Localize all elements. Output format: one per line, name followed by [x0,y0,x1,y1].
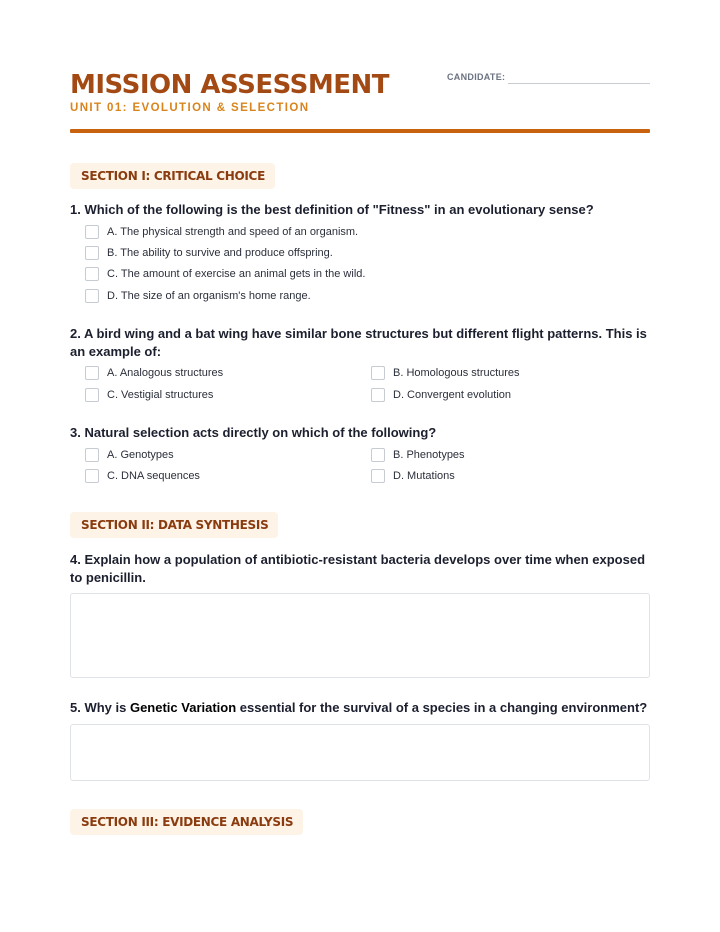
option-label: D. The size of an organism's home range. [107,290,311,302]
checkbox[interactable] [85,388,99,402]
section-heading-evidence-analysis: SECTION III: EVIDENCE ANALYSIS [70,809,303,835]
checkbox[interactable] [85,448,99,462]
checkbox[interactable] [371,448,385,462]
question-3-option-c[interactable] [85,469,200,483]
checkbox[interactable] [85,366,99,380]
page-title: MISSION ASSESSMENT [70,70,389,100]
option-label: D. Convergent evolution [393,389,512,401]
checkbox[interactable] [85,225,99,239]
option-label: B. Phenotypes [393,449,465,461]
option-label: A. Analogous structures [107,367,224,379]
question-2-option-a[interactable] [85,366,223,380]
candidate-name-field[interactable] [508,83,650,84]
checkbox[interactable] [85,267,99,281]
question-3-option-b[interactable] [371,448,465,462]
page-subtitle: UNIT 01: EVOLUTION & SELECTION [70,102,310,114]
section-heading-critical-choice: SECTION I: CRITICAL CHOICE [70,163,275,189]
question-1-option-c[interactable] [85,267,365,281]
candidate-label: CANDIDATE: [447,72,506,82]
checkbox[interactable] [371,366,385,380]
option-label: C. Vestigial structures [107,389,214,401]
option-label: A. The physical strength and speed of an organism. [107,226,359,238]
question-2-text: 2. A bird wing and a bat wing have similar bone structures but different flight patterns. This is an example of: [70,326,647,359]
question-1-text: 1. Which of the following is the best definition of "Fitness" in an evolutionary sense? [70,202,594,217]
checkbox[interactable] [371,469,385,483]
question-3-text: 3. Natural selection acts directly on which of the following? [70,425,437,440]
checkbox[interactable] [371,388,385,402]
question-2-option-d[interactable] [371,388,511,402]
option-label: B. The ability to survive and produce offspring. [107,247,333,259]
header-divider [70,129,650,133]
question-4-answer-box[interactable] [70,593,650,678]
question-5-text [70,699,655,717]
option-label: C. DNA sequences [107,470,200,482]
question-5-text-end: essential for the survival of a species in a changing environment? [236,700,648,715]
question-1-option-b[interactable] [85,246,333,260]
checkbox[interactable] [85,289,99,303]
option-label: C. The amount of exercise an animal gets in the wild. [107,268,366,280]
checkbox[interactable] [85,469,99,483]
option-label: A. Genotypes [107,449,174,461]
question-3-option-d[interactable] [371,469,455,483]
question-1-option-d[interactable] [85,289,311,303]
question-5-text-start: 5. Why is [70,700,130,715]
question-2-option-b[interactable] [371,366,520,380]
question-5-answer-box[interactable] [70,724,650,781]
page-header [70,70,650,134]
question-4-text: 4. Explain how a population of antibiotic-resistant bacteria develops over time when exposed to penicillin. [70,552,646,585]
option-label: D. Mutations [393,470,455,482]
question-1-option-a[interactable] [85,225,358,239]
option-label: B. Homologous structures [393,367,520,379]
checkbox[interactable] [85,246,99,260]
question-3-option-a[interactable] [85,448,174,462]
question-5-highlight: Genetic Variation [129,700,237,715]
question-2-option-c[interactable] [85,388,213,402]
section-heading-data-synthesis: SECTION II: DATA SYNTHESIS [70,512,278,538]
